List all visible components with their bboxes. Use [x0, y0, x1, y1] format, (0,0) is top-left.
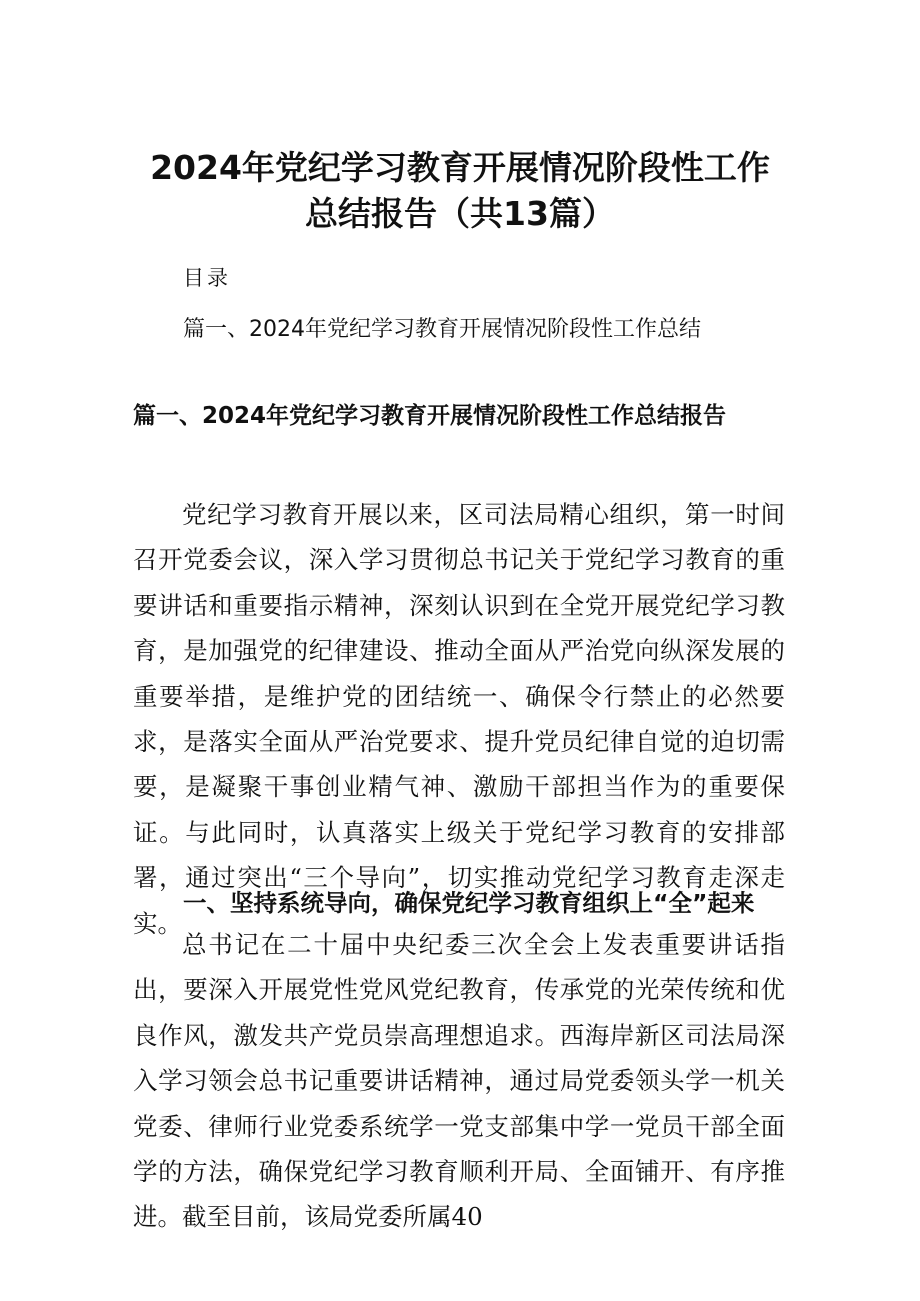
body-paragraph-1: 党纪学习教育开展以来，区司法局精心组织，第一时间召开党委会议，深入学习贯彻总书记关于党纪学习教育的重要讲话和重要指示精神，深刻认识到在全党开展党纪学习教育，是加强党的纪律建设、推动全面从严治党向纵深发展的重要举措，是维护党的团结统一、确保令行禁止的必然要求，是落实全面从严治党要求、提升党员纪律自觉的迫切需要，是凝聚干事创业精气神、激励干部担当作为的重要保证。与此同时，认真落实上级关于党纪学习教育的安排部署，通过突出“三个导向”，切实推动党纪学习教育走深走实。: [133, 500, 785, 938]
section-title: 篇一、2024年党纪学习教育开展情况阶段性工作总结报告: [133, 403, 727, 429]
document-title-line-1: 2024年党纪学习教育开展情况阶段性工作: [150, 148, 770, 187]
body-paragraph-2: 总书记在二十届中央纪委三次全会上发表重要讲话指出，要深入开展党性党风党纪教育，传承党的光荣传统和优良作风，激发共产党员崇高理想追求。西海岸新区司法局深入学习领会总书记重要讲话精神，通过局党委领头学一机关党委、律师行业党委系统学一党支部集中学一党员干部全面学的方法，确保党纪学习教育顺利开局、全面铺开、有序推进。截至目前，该局党委所属40: [133, 930, 785, 1232]
document-title-line-2: 总结报告（共13篇）: [305, 194, 615, 233]
toc-item: 篇一、2024年党纪学习教育开展情况阶段性工作总结: [183, 317, 701, 342]
toc-heading: 目录: [183, 266, 231, 290]
subheading-1: 一、坚持系统导向，确保党纪学习教育组织上“全”起来: [183, 889, 755, 917]
